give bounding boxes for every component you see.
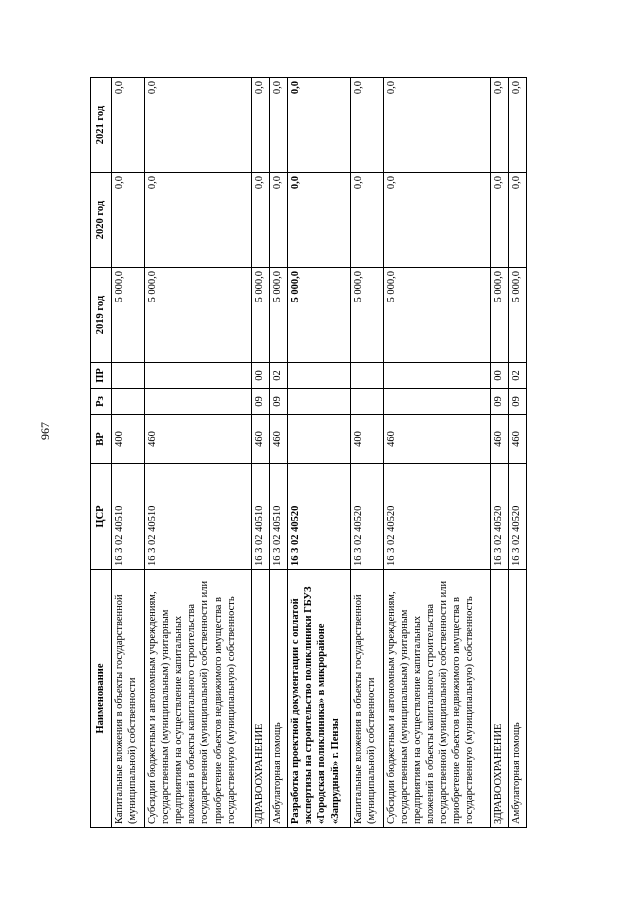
cell-vr: 460 <box>508 415 526 464</box>
header-vr: ВР <box>91 415 112 464</box>
cell-2019: 5 000,0 <box>350 268 383 363</box>
cell-2019: 5 000,0 <box>270 268 288 363</box>
cell-vr: 400 <box>350 415 383 464</box>
cell-name: Амбулаторная помощь <box>508 570 526 828</box>
cell-vr: 460 <box>383 415 490 464</box>
budget-table <box>90 77 527 828</box>
cell-2020: 0,0 <box>251 173 269 268</box>
table-row <box>251 78 269 828</box>
cell-vr: 460 <box>251 415 269 464</box>
header-pr: ПР <box>91 363 112 389</box>
cell-2021: 0,0 <box>112 78 145 173</box>
cell-csr: 16 3 02 40520 <box>490 464 508 570</box>
cell-csr: 16 3 02 40510 <box>251 464 269 570</box>
cell-2021: 0,0 <box>383 78 490 173</box>
cell-name: Капитальные вложения в объекты государственной (муниципальной) собственности <box>112 570 145 828</box>
cell-pr: 02 <box>270 363 288 389</box>
cell-pr <box>350 363 383 389</box>
cell-vr <box>288 415 351 464</box>
budget-table-container <box>90 78 527 828</box>
cell-2021: 0,0 <box>508 78 526 173</box>
cell-csr: 16 3 02 40510 <box>144 464 251 570</box>
cell-rz: 09 <box>490 389 508 415</box>
table-row <box>144 78 251 828</box>
cell-name: Субсидии бюджетным и автономным учреждениям, государственным (муниципальным) унитарным предприятиям на осуществление капитальных вложений в объекты капитального строительства государственной (муниципальной) собственности или приобретение объектов недвижимого имущества в государственную (муниципальную) собственность <box>383 570 490 828</box>
cell-rz: 09 <box>270 389 288 415</box>
cell-2019: 5 000,0 <box>251 268 269 363</box>
cell-2020: 0,0 <box>350 173 383 268</box>
cell-name: Субсидии бюджетным и автономным учреждениям, государственным (муниципальным) унитарным предприятиям на осуществление капитальных вложений в объекты капитального строительства государственной (муниципальной) собственности или приобретение объектов недвижимого имущества в государственную (муниципальную) собственность <box>144 570 251 828</box>
cell-pr: 00 <box>251 363 269 389</box>
cell-2021: 0,0 <box>144 78 251 173</box>
cell-csr: 16 3 02 40520 <box>383 464 490 570</box>
cell-vr: 460 <box>270 415 288 464</box>
cell-pr <box>288 363 351 389</box>
cell-name: Разработка проектной документации с оплатой экспертизы на строительство поликлиники ГБУЗ «Городская поликлиника» в микрорайоне «Запрудный» г. Пензы <box>288 570 351 828</box>
table-row <box>350 78 383 828</box>
cell-2020: 0,0 <box>270 173 288 268</box>
table-row <box>288 78 351 828</box>
cell-vr: 460 <box>144 415 251 464</box>
cell-pr: 00 <box>490 363 508 389</box>
cell-2021: 0,0 <box>490 78 508 173</box>
cell-pr: 02 <box>508 363 526 389</box>
cell-pr <box>383 363 490 389</box>
cell-2020: 0,0 <box>508 173 526 268</box>
cell-rz: 09 <box>508 389 526 415</box>
cell-2019: 5 000,0 <box>144 268 251 363</box>
cell-csr: 16 3 02 40520 <box>508 464 526 570</box>
cell-2021: 0,0 <box>270 78 288 173</box>
cell-2021: 0,0 <box>288 78 351 173</box>
cell-rz <box>383 389 490 415</box>
cell-pr <box>112 363 145 389</box>
cell-name: ЗДРАВООХРАНЕНИЕ <box>490 570 508 828</box>
header-name: Наименование <box>91 570 112 828</box>
cell-rz <box>144 389 251 415</box>
cell-name: Амбулаторная помощь <box>270 570 288 828</box>
header-2021: 2021 год <box>91 78 112 173</box>
cell-2020: 0,0 <box>112 173 145 268</box>
table-row <box>112 78 145 828</box>
cell-2019: 5 000,0 <box>288 268 351 363</box>
cell-name: Капитальные вложения в объекты государственной (муниципальной) собственности <box>350 570 383 828</box>
page-number: 967 <box>38 422 52 440</box>
cell-2020: 0,0 <box>490 173 508 268</box>
cell-rz <box>350 389 383 415</box>
table-row <box>270 78 288 828</box>
cell-csr: 16 3 02 40510 <box>270 464 288 570</box>
cell-rz <box>288 389 351 415</box>
table-header-row <box>91 78 112 828</box>
header-csr: ЦСР <box>91 464 112 570</box>
cell-2020: 0,0 <box>144 173 251 268</box>
cell-vr: 400 <box>112 415 145 464</box>
cell-2019: 5 000,0 <box>490 268 508 363</box>
cell-2019: 5 000,0 <box>112 268 145 363</box>
cell-2020: 0,0 <box>383 173 490 268</box>
header-2019: 2019 год <box>91 268 112 363</box>
cell-rz <box>112 389 145 415</box>
cell-vr: 460 <box>490 415 508 464</box>
cell-2021: 0,0 <box>251 78 269 173</box>
cell-2019: 5 000,0 <box>383 268 490 363</box>
cell-csr: 16 3 02 40520 <box>350 464 383 570</box>
cell-csr: 16 3 02 40510 <box>112 464 145 570</box>
table-row <box>383 78 490 828</box>
cell-name: ЗДРАВООХРАНЕНИЕ <box>251 570 269 828</box>
table-row <box>490 78 508 828</box>
cell-rz: 09 <box>251 389 269 415</box>
cell-2021: 0,0 <box>350 78 383 173</box>
cell-csr: 16 3 02 40520 <box>288 464 351 570</box>
table-row <box>508 78 526 828</box>
cell-2020: 0,0 <box>288 173 351 268</box>
cell-pr <box>144 363 251 389</box>
cell-2019: 5 000,0 <box>508 268 526 363</box>
header-2020: 2020 год <box>91 173 112 268</box>
header-rz: Рз <box>91 389 112 415</box>
